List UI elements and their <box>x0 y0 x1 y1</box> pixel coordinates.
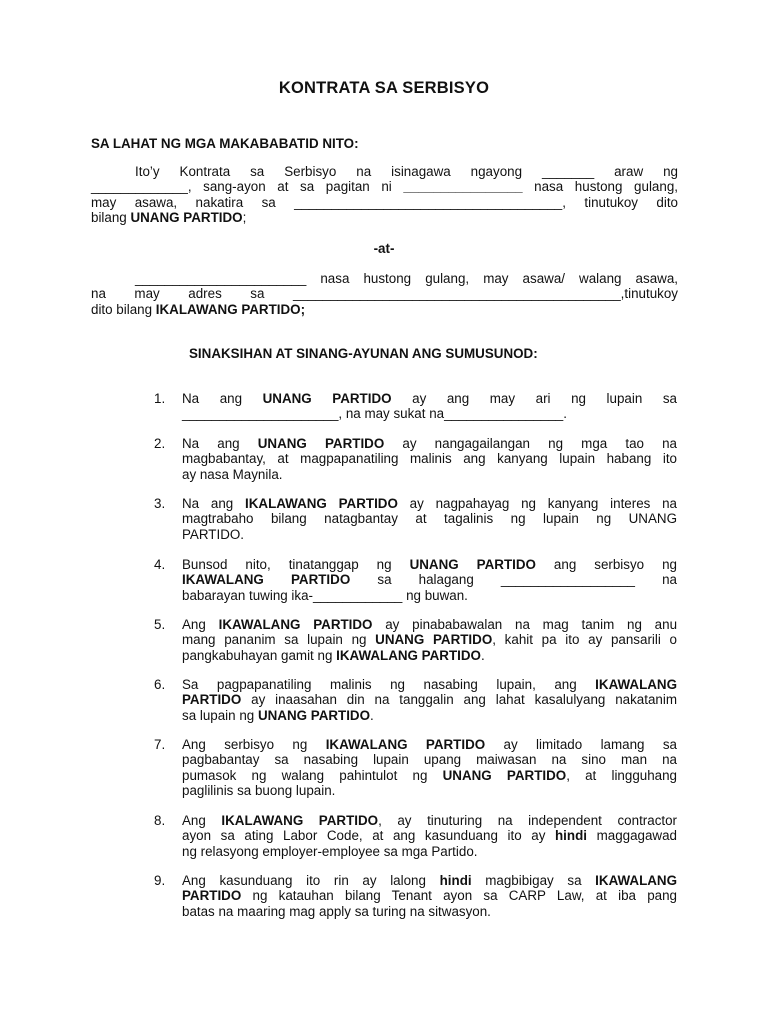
clause-number: 2. <box>154 436 166 451</box>
clause-number: 3. <box>154 496 166 511</box>
salutation: SA LAHAT NG MGA MAKABABATID NITO: <box>91 136 359 151</box>
second-party-line: _______________________ nasa hustong gulang, may asawa/ walang asawa, <box>135 271 678 286</box>
intro-paragraph <box>91 164 678 225</box>
clause-text: Ang IKALAWANG PARTIDO, ay tinuturing na independent contractor ayon sa ating Labor Code, at ang kasunduang ito ay hindi maggagawad ng relasyong employer-employee sa mga Partido. <box>182 813 678 859</box>
clause-text: Ang kasunduang ito rin ay lalong hindi magbibigay sa IKAWALANG PARTIDO ng katauhan bilang Tenant ayon sa CARP Law, at iba pang batas na maaring mag apply sa turing na sitwasyon. <box>182 873 677 919</box>
clause-number: 9. <box>154 873 166 888</box>
intro-line: _____________, sang-ayon at sa pagitan ni ________________ nasa hustong gulang, <box>91 179 678 195</box>
section-subheading: SINAKSIHAN AT SINANG-AYUNAN ANG SUMUSUNOD: <box>189 346 538 361</box>
clause-number: 4. <box>154 557 166 572</box>
clause-number: 5. <box>154 617 166 632</box>
intro-line: bilang UNANG PARTIDO; <box>91 209 247 225</box>
clause-number: 7. <box>154 737 166 752</box>
at-separator: -at- <box>373 241 395 256</box>
clause-text: Ang serbisyo ng IKAWALANG PARTIDO ay limitado lamang sa pagbabantay sa nasabing lupain upang maiwasan na sino man na pumasok ng walang pahintulot ng UNANG PARTIDO, at lingguhang paglilinis sa buong lupain. <box>182 737 677 798</box>
clause-number: 1. <box>154 391 166 406</box>
clause-text: Bunsod nito, tinatanggap ng UNANG PARTIDO ang serbisyo ng IKAWALANG PARTIDO sa halagang __________________ na babarayan tuwing ika-____________ ng buwan. <box>182 557 677 603</box>
clause-number: 8. <box>154 813 166 828</box>
clause-text: Sa pagpapanatiling malinis ng nasabing lupain, ang IKAWALANG PARTIDO ay inaasahan din na tanggalin ang lahat kasalulyang nakatanim sa lupain ng UNANG PARTIDO. <box>182 677 677 723</box>
clause-text: Ang IKAWALANG PARTIDO ay pinababawalan na mag tanim ng anu mang pananim sa lupain ng UNANG PARTIDO, kahit pa ito ay pansarili o pangkabuhayan gamit ng IKAWALANG PARTIDO. <box>182 617 678 663</box>
intro-line: Ito’y Kontrata sa Serbisyo na isinagawa ngayong _______ araw ng <box>135 164 678 179</box>
clause-text: Na ang IKALAWANG PARTIDO ay nagpahayag ng kanyang interes na magtrabaho bilang natagbantay at tagalinis ng lupain ng UNANG PARTIDO. <box>182 496 678 542</box>
clause-text: Na ang UNANG PARTIDO ay nangagailangan ng mga tao na magbabantay, at magpapanatiling malinis ang kanyang lupain habang ito ay nasa Maynila. <box>182 436 677 482</box>
intro-line: may asawa, nakatira sa ____________________________________, tinutukoy dito <box>91 194 678 210</box>
clause-number: 6. <box>154 677 166 692</box>
second-party-paragraph <box>91 271 678 317</box>
second-party-line: na may adres sa ____________________________________________,tinutukoy <box>91 286 678 302</box>
clause-text: Na ang UNANG PARTIDO ay ang may ari ng lupain sa _____________________, na may sukat na________________. <box>182 391 677 422</box>
document-title: KONTRATA SA SERBISYO <box>278 79 490 97</box>
second-party-line: dito bilang IKALAWANG PARTIDO; <box>91 301 306 317</box>
